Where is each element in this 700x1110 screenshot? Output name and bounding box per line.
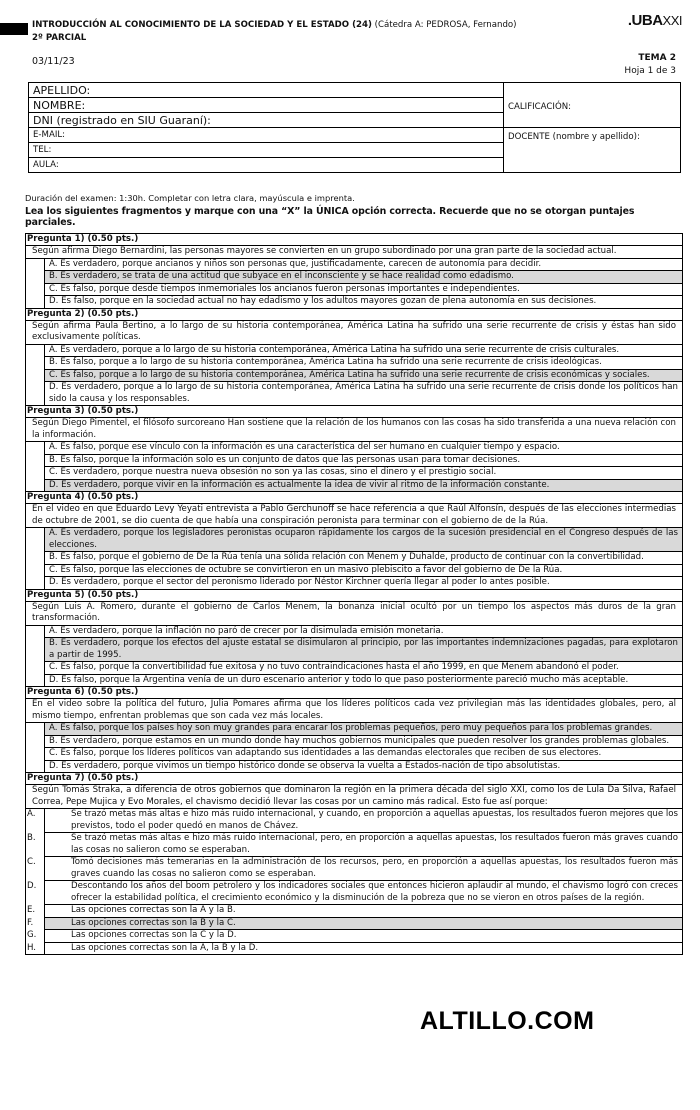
answer-option[interactable] (27, 905, 682, 918)
option-text: C. Es falso, porque los líderes políticos van adaptando sus identidades a las demandas electorales que reciben de sus electores. (49, 748, 602, 758)
tema-label: TEMA 2 (638, 53, 676, 63)
answer-option[interactable] (44, 455, 682, 468)
dni-field[interactable]: DNI (registrado en SIU Guaraní): (29, 113, 504, 128)
option-text: D. Es verdadero, porque el sector del peronismo liderado por Néstor Kirchner quería llegar al poder lo antes posible. (49, 577, 550, 587)
answer-option[interactable] (44, 370, 682, 383)
option-text: A. Es falso, porque ese vínculo con la información es una característica del ser humano en cualquier tiempo y espacio. (49, 442, 560, 452)
instructions-text: Lea los siguientes fragmentos y marque con una “X” la ÚNICA opción correcta. Recuerde que no se otorgan puntajes parciales. (25, 206, 635, 228)
option-text: B. Es verdadero, porque los efectos del ajuste estatal se disimularon al principio, por las importantes indemnizaciones pagadas, para explotaron a partir de 1995. (49, 638, 678, 660)
answer-option[interactable] (44, 345, 682, 358)
exam-header (32, 12, 682, 43)
answer-option[interactable] (44, 528, 682, 552)
watermark: ALTILLO.COM (420, 1007, 595, 1035)
question-stem: En el video sobre la política del futuro, Julia Pomares afirma que los líderes políticos cada vez privilegian más las identidades globales, pero, al mismo tiempo, enfrentan problemas que son cada vez más locales. (26, 699, 682, 723)
option-text: C. Es falso, porque desde tiempos inmemoriales los ancianos fueron personas importantes e independientes. (49, 283, 520, 294)
option-text: Se trazó metas más altas e hizo más ruido internacional, y cuando, en proporción a aquellas apuestas, los resultados fueron mejores que los previstos, todo el poder quedó en manos de Chávez. (71, 809, 678, 831)
question-3 (25, 406, 683, 492)
option-letter: B. (27, 833, 36, 843)
question-1 (25, 233, 683, 309)
exam-date: 03/11/23 (32, 56, 75, 67)
answer-option[interactable] (27, 809, 682, 833)
answer-option[interactable] (44, 723, 682, 736)
answer-option[interactable] (44, 626, 682, 639)
question-stem: Según Luis A. Romero, durante el gobierno de Carlos Menem, la bonanza inicial ocultó por un tiempo los aspectos más duros de la gran transformación. (26, 602, 682, 626)
question-title: Pregunta 3) (0.50 pts.) (26, 406, 682, 418)
answer-option[interactable] (27, 833, 682, 857)
tema-block (624, 52, 676, 78)
answer-option[interactable] (44, 284, 682, 297)
option-text: A. Es falso, porque los países hoy son muy grandes para encarar los problemas pequeños, pero muy pequeños para los problemas grandes. (49, 723, 653, 733)
answer-option[interactable] (27, 857, 682, 881)
aula-field[interactable]: AULA: (29, 158, 504, 173)
docente-field: DOCENTE (nombre y apellido): (504, 128, 681, 173)
nombre-field[interactable]: NOMBRE: (29, 98, 504, 113)
answer-option[interactable] (44, 467, 682, 480)
option-text: D. Es falso, porque en la sociedad actual no hay edadismo y los adultos mayores gozan de plena autonomía en sus decisiones. (49, 296, 597, 306)
answer-option[interactable] (27, 917, 682, 931)
answer-option[interactable] (44, 357, 682, 370)
question-7 (25, 773, 683, 955)
question-stem: Según afirma Paula Bertino, a lo largo de su historia contemporánea, América Latina ha sufrido una serie recurrente de crisis y éstas han sido exclusivamente políticas. (26, 321, 682, 345)
answer-option[interactable] (27, 930, 682, 943)
question-6 (25, 687, 683, 773)
question-2 (25, 309, 683, 407)
question-4 (25, 492, 683, 590)
answer-option[interactable] (27, 942, 682, 955)
option-text: B. Es falso, porque a lo largo de su historia contemporánea, América Latina ha sufrido una serie recurrente de crisis ideológicas. (49, 357, 602, 367)
student-info-table (28, 82, 681, 173)
page-count: Hoja 1 de 3 (624, 66, 676, 76)
question-title: Pregunta 6) (0.50 pts.) (26, 687, 682, 699)
option-text: D. Es falso, porque la Argentina venía de un duro escenario anterior y todo lo que paso posteriormente pareció mucho más aceptable. (49, 674, 629, 685)
option-text: Las opciones correctas son la C y la D. (71, 930, 237, 940)
answer-option[interactable] (44, 442, 682, 455)
question-5 (25, 590, 683, 688)
option-letter: H. (27, 942, 37, 953)
apellido-field[interactable]: APELLIDO: (29, 83, 504, 98)
option-text: C. Es verdadero, porque nuestra nueva obsesión no son ya las cosas, sino el dinero y el prestigio social. (49, 467, 497, 477)
course-title: INTRODUCCIÓN AL CONOCIMIENTO DE LA SOCIEDAD Y EL ESTADO (24) (Cátedra A: PEDROSA, Fernando) (32, 20, 517, 30)
option-text: Descontando los años del boom petrolero y los indicadores sociales que entonces hicieron aplaudir al mundo, el chavismo logró con creces ofrecer la estabilidad política, el crecimiento económico y la disminución de la pobreza que no se vieron en otros países de la región. (71, 881, 678, 903)
option-letter: G. (27, 930, 37, 940)
answer-option[interactable] (44, 577, 682, 589)
answer-option[interactable] (44, 565, 682, 578)
answer-option[interactable] (44, 761, 682, 773)
option-text: A. Es verdadero, porque a lo largo de su historia contemporánea, América Latina ha sufrido una serie recurrente de crisis culturales. (49, 344, 620, 355)
option-text: B. Es falso, porque la información solo es un conjunto de datos que las personas usan para tomar decisiones. (49, 454, 521, 465)
option-text: D. Es verdadero, porque a lo largo de su historia contemporánea, América Latina ha sufrido una serie recurrente de crisis donde los políticos han sido la causa y los responsables. (49, 382, 678, 404)
option-text: A. Es verdadero, porque ancianos y niños son personas que, justificadamente, carecen de autonomía para decidir. (49, 258, 542, 269)
option-text: B. Es verdadero, porque estamos en un mundo donde hay muchos gobiernos municipales que pueden resolver los grandes problemas globales. (49, 735, 670, 746)
answer-option[interactable] (44, 480, 682, 492)
option-letter: F. (27, 917, 34, 928)
answer-option[interactable] (44, 638, 682, 662)
question-stem: Según Diego Pimentel, el filósofo surcoreano Han sostiene que la relación de los humanos con las cosas ha sido transferida a una nueva relación con la información. (26, 418, 682, 442)
answer-option[interactable] (27, 881, 682, 905)
option-text: C. Es falso, porque a lo largo de su historia contemporánea, América Latina ha sufrido una serie recurrente de crisis económicas y sociales. (49, 369, 650, 380)
question-title: Pregunta 7) (0.50 pts.) (26, 773, 682, 785)
parcial-label: 2º PARCIAL (32, 33, 87, 43)
question-title: Pregunta 1) (0.50 pts.) (26, 234, 682, 246)
option-letter: E. (27, 905, 36, 915)
answer-option[interactable] (44, 675, 682, 687)
option-text: B. Es falso, porque el gobierno de De la Rúa tenía una sólida relación con Menem y Duhalde, producto de continuar con la convertibilidad. (49, 552, 644, 562)
option-text: D. Es verdadero, porque vivir en la información es actualmente la idea de vivir al ritmo de la información constante. (49, 479, 550, 490)
option-text: B. Es verdadero, se trata de una actitud que subyace en el inconsciente y se hace realidad como edadismo. (49, 271, 514, 281)
option-text: D. Es verdadero, porque vivimos un tiempo histórico donde se observa la vuelta a Estados-nación de tipo absolutistas. (49, 760, 561, 771)
calificacion-field: CALIFICACIÓN: (504, 83, 681, 128)
answer-option[interactable] (44, 748, 682, 761)
option-text: A. Es verdadero, porque los legisladores peronistas ocuparon rápidamente los cargos de la sucesión presidencial en el Congreso después de las elecciones. (49, 528, 678, 550)
answer-option[interactable] (44, 296, 682, 308)
option-letter: D. (27, 881, 37, 891)
answer-option[interactable] (44, 736, 682, 749)
questions-list (25, 233, 683, 955)
email-field[interactable]: E-MAIL: (29, 128, 504, 143)
option-letter: C. (27, 857, 36, 867)
option-text: C. Es falso, porque la convertibilidad fue exitosa y no tuvo contraindicaciones hasta el año 1999, en que Menem abandonó el poder. (49, 662, 619, 672)
option-text: Las opciones correctas son la A y la B. (71, 905, 236, 915)
question-title: Pregunta 5) (0.50 pts.) (26, 590, 682, 602)
question-stem: Según Tomás Straka, a diferencia de otros gobiernos que dominaron la región en la primera década del siglo XXI, como los de Lula Da Silva, Rafael Correa, Pepe Mujica y Evo Morales, el chavismo decidió llevar las cosas por un camino más radical. Esto fue así porque: (26, 785, 682, 809)
question-title: Pregunta 4) (0.50 pts.) (26, 492, 682, 504)
option-text: C. Es falso, porque las elecciones de octubre se convirtieron en un masivo plebiscito a favor del gobierno de De la Rúa. (49, 564, 563, 575)
question-stem: En el video en que Eduardo Levy Yeyati entrevista a Pablo Gerchunoff se hace referencia a que Raúl Alfonsín, después de las elecciones intermedias de octubre de 2001, se dio cuenta de que había una conspiración peronista para terminar con el gobierno de de la Rúa. (26, 504, 682, 528)
question-title: Pregunta 2) (0.50 pts.) (26, 309, 682, 321)
option-text: Tomó decisiones más temerarias en la administración de los recursos, pero, en proporción a aquellas apuestas, los resultados fueron más graves cuando las cosas no salieron como se esperaban. (71, 857, 678, 879)
answer-option[interactable] (44, 382, 682, 405)
option-text: Las opciones correctas son la A, la B y la D. (71, 942, 259, 953)
black-margin-bar (0, 23, 28, 35)
answer-option[interactable] (44, 271, 682, 284)
uba-logo: .UBAXXI (627, 12, 682, 29)
option-text: Se trazó metas más altas e hizo más ruido internacional, pero, en proporción a aquellas apuestas, los resultados fueron más graves cuando las cosas no salieron como se esperaban. (71, 833, 678, 855)
answer-option[interactable] (44, 552, 682, 565)
question-stem: Según afirma Diego Bernardini, las personas mayores se convierten en un grupo subordinado por una gran parte de la sociedad actual. (26, 246, 682, 259)
option-text: Las opciones correctas son la B y la C. (71, 917, 236, 928)
tel-field[interactable]: TEL: (29, 143, 504, 158)
option-text: A. Es verdadero, porque la inflación no paró de crecer por la disimulada emisión monetaria. (49, 625, 444, 636)
answer-option[interactable] (44, 662, 682, 675)
instructions (25, 193, 685, 228)
duration-text: Duración del examen: 1:30h. Completar con letra clara, mayúscula e imprenta. (25, 193, 355, 203)
answer-option[interactable] (44, 259, 682, 272)
option-letter: A. (27, 809, 36, 819)
